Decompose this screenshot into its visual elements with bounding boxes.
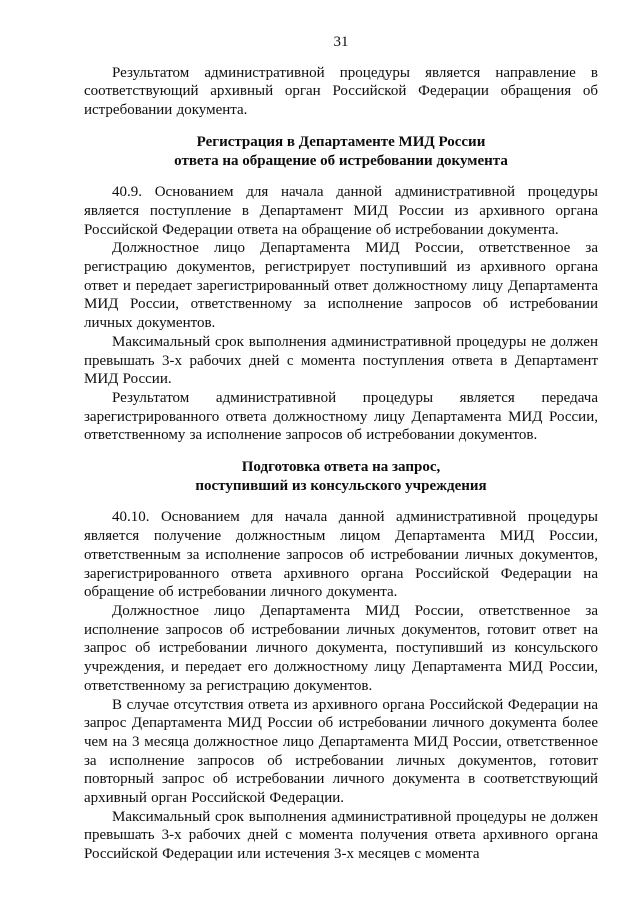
heading-line: Подготовка ответа на запрос, [241,459,441,476]
paragraph-max-term-3-days-truncated: Максимальный срок выполнения административной процедуры не должен превышать 3-х рабочих дней с момента получения ответа архивного органа Российской Федерации или истечения 3-х месяцев с момента [84,808,598,863]
paragraph-repeat-request-no-response: В случае отсутствия ответа из архивного органа Российской Федерации на запрос Департамента МИД России об истребовании личного документа более чем на 3 месяца должностное лицо Департамента МИД России, ответственное за исполнение запросов об истребовании личных документов, готовит повторный запрос об истребовании личного документа в соответствующий архивный орган Российской Федерации. [84,696,598,807]
section-heading-response-preparation [84,458,598,495]
paragraph-40-9-basis: 40.9. Основанием для начала данной административной процедуры является поступление в Департамент МИД России из архивного органа Российской Федерации ответа на обращение об истребовании документа. [84,184,598,238]
page-number: 31 [333,34,349,50]
heading-line: ответа на обращение об истребовании документа [174,152,508,169]
heading-line: поступивший из консульского учреждения [195,477,487,494]
document-text-block [84,33,598,864]
paragraph-40-10-basis: 40.10. Основанием для начала данной административной процедуры является получение должностным лицом Департамента МИД России, ответственным за исполнение запросов об истребовании личных документов, зарегистрированного ответа архивного органа Российской Федерации на обращение об истребовании личного документа. [84,509,598,601]
section-heading-registration [84,133,598,170]
paragraph-official-prepares-response: Должностное лицо Департамента МИД России, ответственное за исполнение запросов об истребовании личных документов, готовит ответ на запрос об истребовании личного документа, поступивший из консульского учреждения, и передает его должностному лицу Департамента МИД России, ответственному за регистрацию документов. [84,602,598,694]
paragraph-procedure-result-transfer: Результатом административной процедуры является передача зарегистрированного ответа должностному лицу Департамента МИД России, ответственному за исполнение запросов об истребовании документов. [84,389,598,444]
paragraph-procedure-result-direction: Результатом административной процедуры является направление в соответствующий архивный орган Российской Федерации обращения об истребовании документа. [84,64,598,119]
heading-line: Регистрация в Департаменте МИД России [196,133,486,150]
paragraph-official-registers-response: Должностное лицо Департамента МИД России, ответственное за регистрацию документов, регистрирует поступивший из архивного органа ответ и передает зарегистрированный ответ должностному лицу Департамента МИД России, ответственному за исполнение запросов об истребовании личных документов. [84,240,598,332]
paragraph-max-term-3-days-receipt: Максимальный срок выполнения административной процедуры не должен превышать 3-х рабочих дней с момента поступления ответа в Департамент МИД России. [84,333,598,388]
